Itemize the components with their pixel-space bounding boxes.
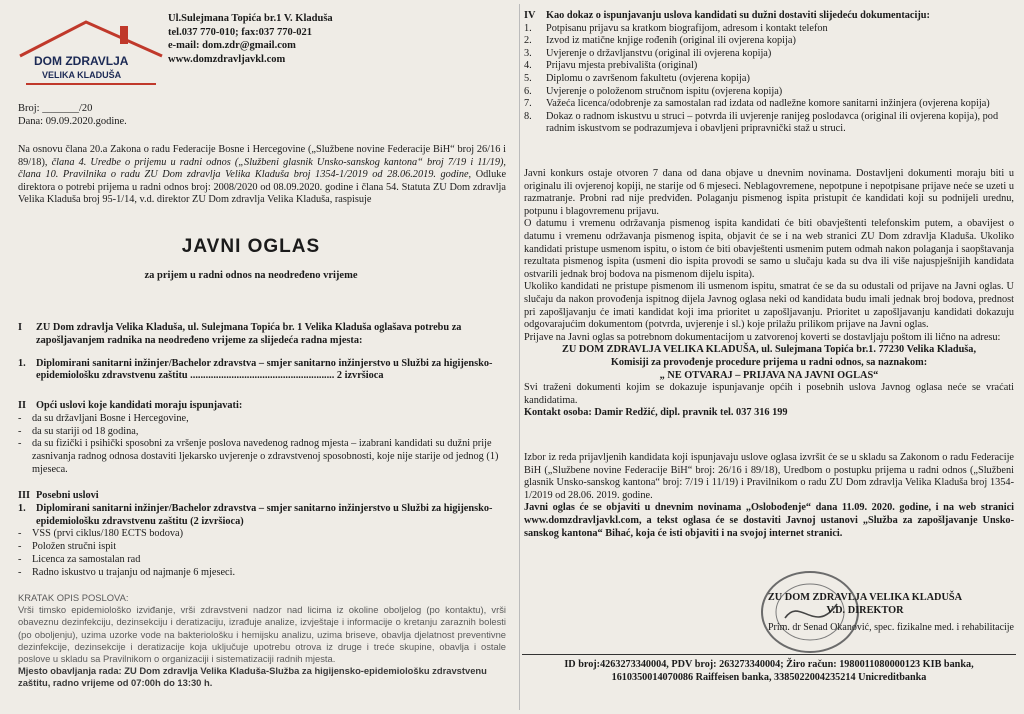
page-title: JAVNI OGLAS bbox=[181, 236, 321, 257]
list-item: - Položen stručni ispit bbox=[18, 541, 506, 554]
section-1-item-text: Diplomirani sanitarni inžinjer/Bachelor zdravstva – smjer sanitarno inžinjerstvo u Službi za higijensko-epidemiološku zdravstvenu zaštitu ........................................................ 2 izvršioca bbox=[36, 357, 493, 382]
section-1 bbox=[18, 322, 506, 383]
intro-part2: člana 4. Uredbe o prijemu u radni odnos („Službeni glasnik Unsko-sanskog kantona“ broj 7/19 i 11/19), člana 10. Pravilnika o radu ZU Dom zdravlja Velika Kladuša broj 1354-1/2019 od 28.06.2019. godine, bbox=[18, 156, 506, 181]
intro-part1: Na osnovu člana 20.a Zakona o radu Federacije Bosne i Hercegovine („Službene novine Federacije BiH“ broj 26/16 i 89/18), bbox=[18, 144, 506, 168]
bank-details-footer bbox=[522, 654, 1016, 684]
list-item: 5. Diplomu o završenom fakultetu (ovjerena kopija) bbox=[524, 72, 750, 84]
section-2 bbox=[18, 400, 506, 477]
document-meta bbox=[18, 102, 127, 128]
logo-text-line1: DOM ZDRAVLJA bbox=[34, 54, 129, 68]
job-description-heading: KRATAK OPIS POSLOVA: bbox=[18, 592, 129, 603]
section-1-marker: I bbox=[18, 322, 23, 333]
job-description bbox=[18, 592, 506, 690]
org-contact-info bbox=[168, 12, 333, 66]
list-item: 2. Izvod iz matične knjige rođenih (original ili ovjerena kopija) bbox=[524, 35, 796, 47]
section-4-marker: IV bbox=[524, 10, 536, 21]
work-location: Mjesto obavljanja rada: ZU Dom zdravlja Velika Kladuša-Služba za higijensko-epidemiološku zdravstvenu zaštitu, radno vrijeme od 07:00h do 13:30 h. bbox=[18, 665, 487, 689]
mailing-address-1: ZU DOM ZDRAVLJA VELIKA KLADUŠA, ul. Sulejmana Topića br.1. 77230 Velika Kladuša, bbox=[561, 344, 977, 356]
publication-paragraph: Javni oglas će se objaviti u dnevnim novinama „Oslobođenje“ dana 11.09. 2020. godine, i na web stranici www.domzdravljavkl.com, a tekst oglasa će se dostaviti Javnoj ustanovi „Služba za zapošljavanje Unsko-sanskog kantona“ Bihać, koja će isti objaviti i na svojoj internet stranici. bbox=[524, 502, 1014, 539]
list-item: - VSS (prvi ciklus/180 ECTS bodova) bbox=[18, 528, 506, 541]
section-2-marker: II bbox=[18, 400, 27, 411]
section-4 bbox=[524, 10, 1014, 136]
signature-block bbox=[720, 592, 1010, 617]
section-1-text: ZU Dom zdravlja Velika Kladuša, ul. Sulejmana Topića br. 1 Velika Kladuša oglašava potrebu za zapošljavanjem radnika na neodređeno vrijeme za slijedeća radna mjesta: bbox=[36, 322, 462, 346]
application-terms bbox=[524, 168, 1014, 420]
list-item: - Licenca za samostalan rad bbox=[18, 554, 506, 567]
datum-field: Dana: 09.09.2020.godine. bbox=[18, 116, 127, 127]
org-phone: tel.037 770-010; fax:037 770-021 bbox=[168, 26, 313, 38]
section-3 bbox=[18, 490, 506, 580]
section-3-item-marker: 1. bbox=[18, 502, 26, 514]
list-item: 6. Uvjerenje o položenom stručnom ispitu (ovjerena kopija) bbox=[524, 85, 783, 97]
org-email: e-mail: dom.zdr@gmail.com bbox=[168, 40, 296, 51]
list-item: 7. Važeća licenca/odobrenje za samostalan rad izdata od nadležne komore sanitarni inžinjera (ovjerena kopija) bbox=[524, 98, 990, 110]
mailing-address-2: Komisiji za provođenje procedure prijema u radni odnos, sa naznakom: bbox=[610, 356, 928, 368]
list-item: 1. Potpisanu prijavu sa kratkom biografijom, adresom i kontakt telefon bbox=[524, 22, 828, 34]
documents-list bbox=[524, 23, 1014, 136]
list-item: 4. Prijavu mjesta prebivališta (original) bbox=[524, 60, 698, 72]
mailing-address-3: „ NE OTVARAJ – PRIJAVA NA JAVNI OGLAS“ bbox=[659, 369, 879, 381]
list-item: - da su državljani Bosne i Hercegovine, bbox=[18, 413, 506, 426]
signature-name: Prim. dr Senad Okanović, spec. fizikalne med. i rehabilitacije bbox=[767, 622, 1014, 633]
section-3-item-text: Diplomirani sanitarni inžinjer/Bachelor zdravstva – smjer sanitarno inžinjerstvo u Službi za higijensko-epidemiološku zdravstvenu zaštitu (2 izvršioca) bbox=[36, 502, 493, 527]
page-subtitle: za prijem u radni odnos na neodređeno vrijeme bbox=[144, 270, 358, 281]
dom-zdravlja-logo bbox=[16, 14, 166, 94]
intro-paragraph bbox=[18, 144, 506, 207]
list-item: 8. Dokaz o radnom iskustvu u struci – potvrda ili uvjerenje ranijeg poslodavca (original ili ovjerena kopija), pod radnim iskustvom se podrazumjeva i obavljeni pripravnički staž u struci. bbox=[524, 110, 999, 135]
list-item: - da su stariji od 18 godina, bbox=[18, 426, 506, 439]
logo-text-line2: VELIKA KLADUŠA bbox=[42, 70, 122, 80]
terms-paragraph-5: Svi traženi dokumenti kojim se dokazuje ispunjavanje općih i posebnih uslova Javnog oglasa neće se vraćati kandidatima. bbox=[524, 382, 1014, 406]
section-1-item-marker: 1. bbox=[18, 357, 26, 369]
org-address: Ul.Sulejmana Topića br.1 V. Kladuša bbox=[168, 13, 333, 24]
left-column bbox=[6, 4, 508, 710]
section-3-marker: III bbox=[18, 490, 31, 501]
special-conditions-list bbox=[18, 528, 506, 579]
terms-paragraph-4: Prijave na Javni oglas sa potrebnom dokumentacijom u zatvorenoj koverti se dostavljaju poštom ili lično na adresu: bbox=[524, 331, 1001, 343]
selection-paragraph: Izbor iz reda prijavljenih kandidata koji ispunjavaju uslove oglasa izvršit će se u skladu sa Zakonom o radu Federacije BiH („Službene novine Federacije BiH“ broj: 26/16 i 89/18), Uredbom o postupku prijema u radni odnos („Službeni glasnik Unsko-sanskog kantona“ broj: 7/19 i 11/19) i Pravilnikom o radu ZU Dom zdravlja Velika Kladuša broj 1354-1/2019 od 28.06. 2019. godine. bbox=[524, 452, 1014, 501]
section-4-heading: Kao dokaz o ispunjavanju uslova kandidati su dužni dostaviti slijedeću dokumentaciju: bbox=[546, 10, 930, 21]
terms-paragraph-3: Ukoliko kandidati ne pristupe pismenom ili usmenom ispitu, smatrat će se da su odustali od prijave na Javni oglas. U slučaju da nakon provođenja ispitnog dijela Javnog oglasa neki od kandidata budu imali jednak broj bodova, prednost pri zapošljavanju će imati kandidat koji ima prioritet u zapošljavanju. Prioritet u zapošljavanju kandidati dokazuju odgovarajućim dokumentom (potvrda, uvjerenje i sl.) koje prilažu prilikom prijave na Javni oglas. bbox=[524, 281, 1014, 331]
list-item: - da su fizički i psihički sposobni za vršenje poslova navedenog radnog mjesta – izabrani kandidati su dužni prije zasnivanja radnog odnosa dostaviti ljekarsko uvjerenje o zdravstvenoj sposobnosti, koje nije starije od jednog (1) mjeseca. bbox=[18, 438, 506, 476]
general-conditions-list bbox=[18, 413, 506, 477]
terms-paragraph-2: O datumu i vremenu održavanja pismenog ispita kandidati će biti obavještenti telefonskim putem, a obavijest o datumu i vremenu održavanja pismenog ispita, objavit će se i na web stranici ZU Dom zdravlja Kladuša. Ukoliko kandidati pristupe usmenom ispitu, o istom će biti obavještenti usmenim putem odmah nakon polaganja i saopštavanja rezultata pismenog ispita (usmeni dio ispita provodi se samo u slučaju kada su dva ili više najuspješnijih kandidata ostvarili jednak broj bodova na pismenom dijelu ispita). bbox=[524, 218, 1014, 280]
terms-paragraph-1: Javni konkurs ostaje otvoren 7 dana od dana objave u dnevnim novinama. Dostavljeni dokumenti moraju biti u originalu ili ovjerenoj kopiji, ne starije od 6 mjeseci. Neblagovremene, nepotpune i nepotpisane prijave neće se uzeti u razmatranje. Probni rad nije predviđen. Polaganju pismenog ispita pristupit će kandidati koji su podnijeli urednu, potpunu i blagovremenu prijavu. bbox=[524, 168, 1014, 217]
section-2-heading: Opći uslovi koje kandidati moraju ispunjavati: bbox=[36, 400, 243, 411]
org-web: www.domzdravljavkl.com bbox=[168, 53, 286, 65]
section-3-heading: Posebni uslovi bbox=[36, 490, 99, 501]
job-description-text: Vrši timsko epidemiološko izviđanje, vrši zdravstveni nadzor nad licima iz okoline oboljelog (po kontaktu), vrši obaveznu dezinfekciju, dezinsekciju i deratizaciju, izrađuje analize, izvještaje i informacije o kretanju zaraznih bolesti (po oboljenju), uzima uzorke vode na bakteriološku i hemijsku analizu, uzima briseve, obavlja djelatnost preventivne dezinfekcije, dezinsekcije i deratizacije koja uključuje upotrebu otrova iz druge i treće skupine, obavlja i ostale poslove u skladu sa Pravilnikom o organizaciji i sistematizaciji radnih mjesta. bbox=[18, 604, 506, 665]
footer-line-1: ID broj:4263273340004, PDV broj: 263273340004; Žiro račun: 1980011080000123 KIB banka, bbox=[564, 659, 974, 670]
signature-role: V.D. DIREKTOR bbox=[826, 604, 904, 616]
contact-person: Kontakt osoba: Damir Redžić, dipl. pravnik tel. 037 316 199 bbox=[524, 407, 788, 419]
list-item: - Radno iskustvo u trajanju od najmanje 6 mjeseci. bbox=[18, 567, 506, 580]
list-item: 3. Uvjerenje o državljanstvu (original ili ovjerena kopija) bbox=[524, 47, 772, 59]
right-column bbox=[519, 4, 1018, 710]
selection-info bbox=[524, 452, 1014, 540]
broj-field: Broj: _______/20 bbox=[18, 103, 93, 114]
footer-line-2: 1610350014070086 Raiffeisen banka, 3385022004235214 Unicreditbanka bbox=[611, 672, 927, 683]
intro-part3: Odluke direktora o potrebi prijema u radni odnos broj: 2008/2020 od 08.09.2020. godine i člana 54. Statuta ZU Dom zdravlja Velika Kladuša broj 95-1/14, v.d. direktor ZU Dom zdravlja Velika Kladuša, raspisuje bbox=[18, 169, 507, 206]
signature-org: ZU DOM ZDRAVLJA VELIKA KLADUŠA bbox=[767, 592, 963, 603]
